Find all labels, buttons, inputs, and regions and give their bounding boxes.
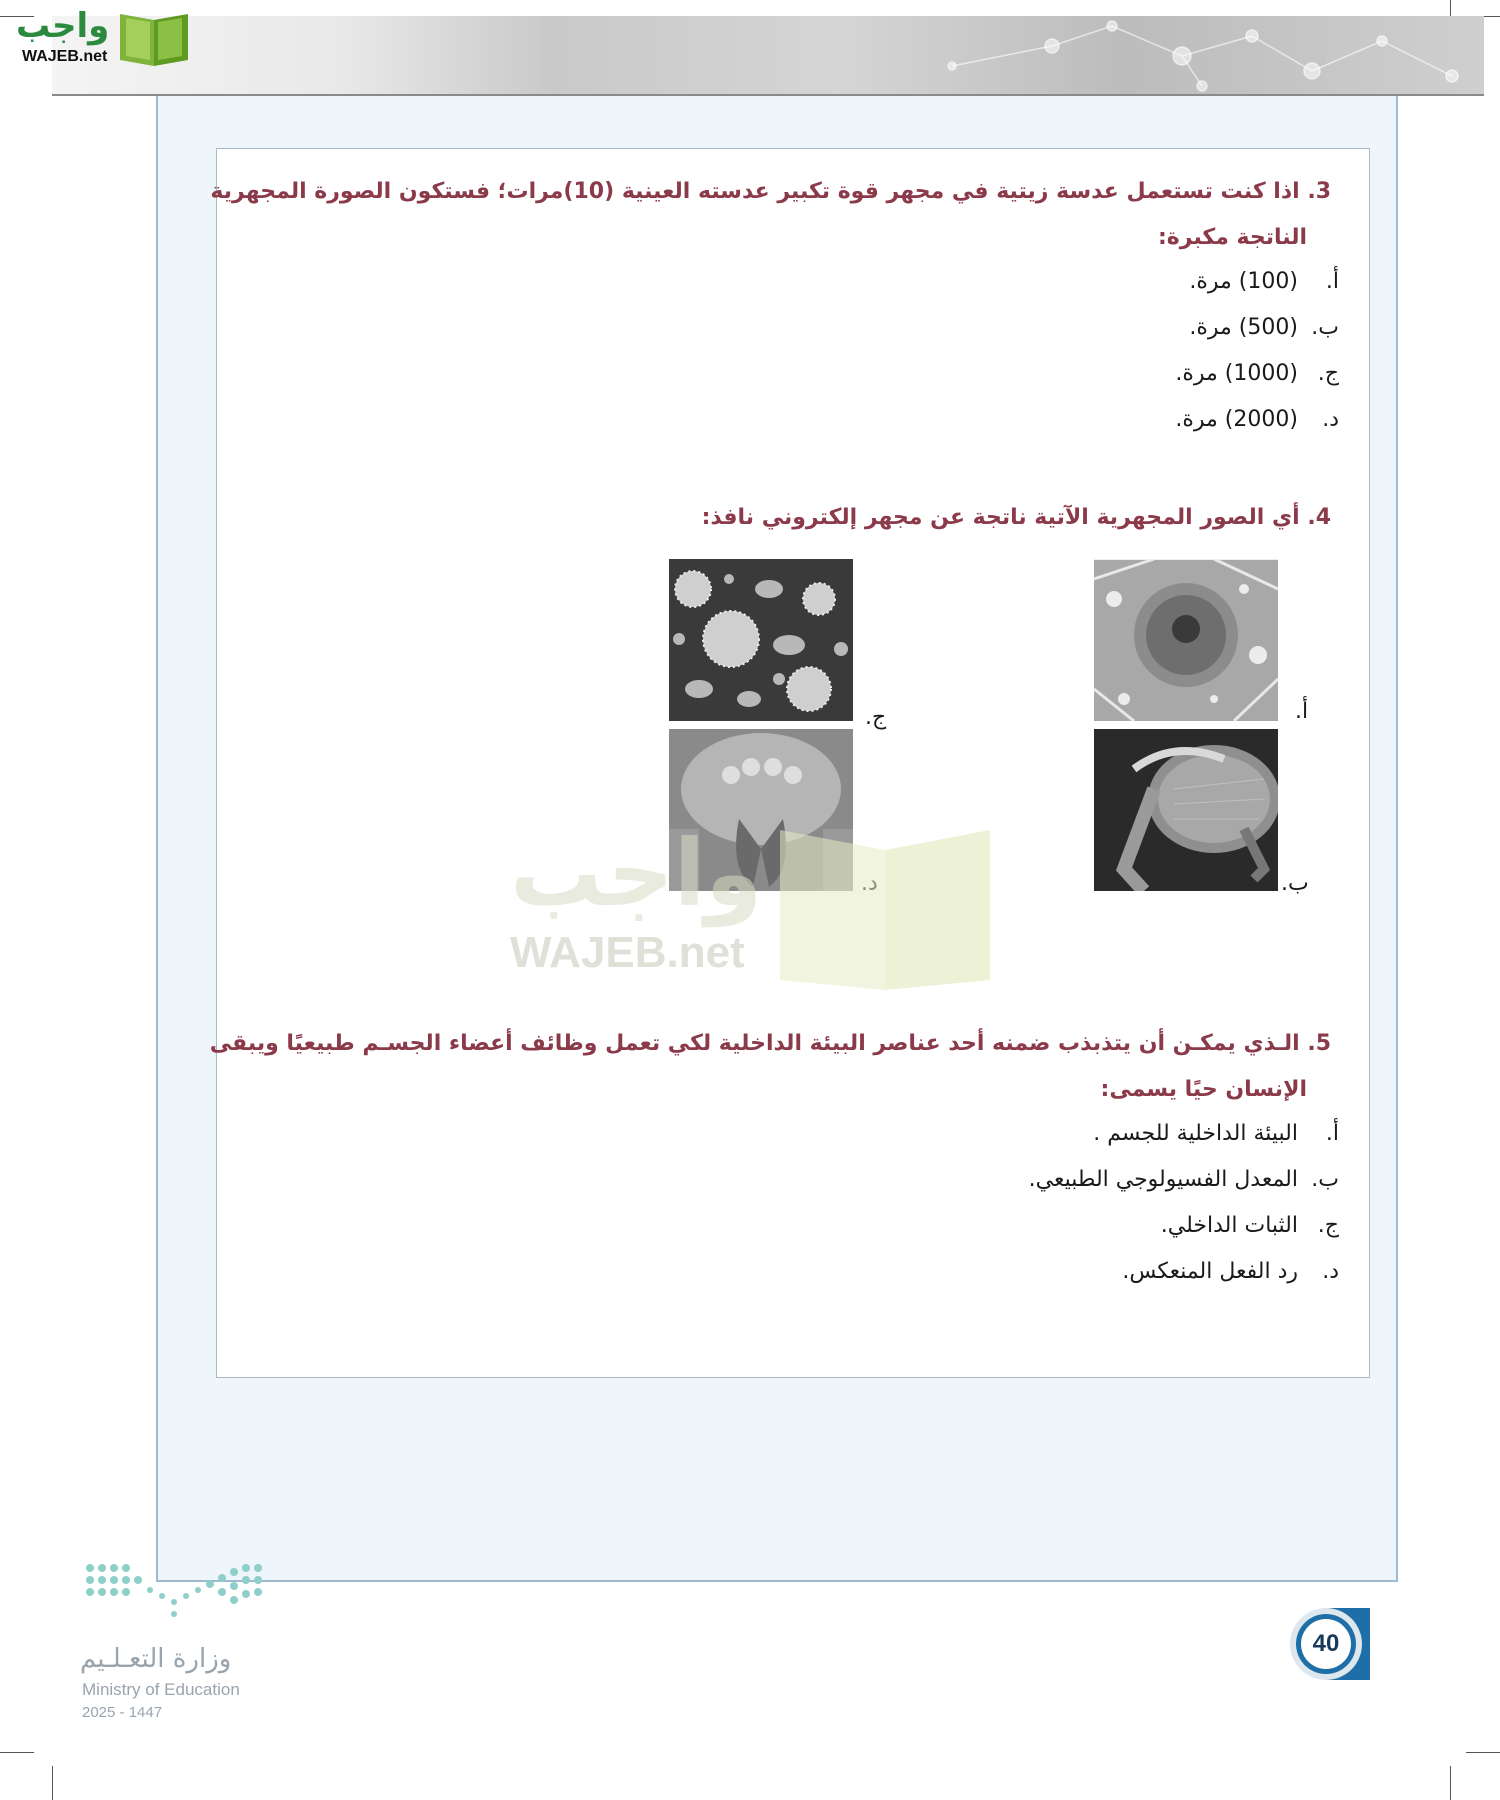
question-3-line2: الناتجة مكبرة:	[1157, 225, 1307, 250]
ministry-arabic: وزارة التعـلـيم	[80, 1644, 232, 1674]
option-letter: د.	[1322, 407, 1339, 432]
pollen-icon	[669, 559, 853, 721]
question-number: 3.	[1307, 179, 1331, 204]
question-5	[210, 1031, 1331, 1056]
image-option-c-label: ج.	[865, 705, 887, 730]
watermark-arabic: واجب	[510, 820, 763, 927]
ministry-year: 2025 - 1447	[82, 1704, 163, 1721]
option-text: (100) مرة.	[1189, 269, 1298, 294]
crop-mark	[0, 1752, 34, 1753]
option-letter: ج.	[1317, 1213, 1339, 1238]
option-text: الثبات الداخلي.	[1160, 1213, 1298, 1238]
question-3	[210, 179, 1331, 204]
page-number-badge	[1280, 1606, 1372, 1682]
option-5d[interactable]	[1122, 1259, 1339, 1284]
header-band	[52, 16, 1484, 96]
option-3c[interactable]	[1175, 361, 1339, 386]
option-text: رد الفعل المنعكس.	[1122, 1259, 1298, 1284]
option-letter: د.	[1322, 1259, 1339, 1284]
question-5-line2: الإنسان حيًا يسمى:	[1100, 1077, 1307, 1102]
logo-latin: WAJEB.net	[22, 48, 108, 65]
question-text: الـذي يمكـن أن يتذبذب ضمنه أحد عناصر البيئة الداخلية لكي تعمل وظائف أعضاء الجسـم طبيعيًا ويبقى	[209, 1031, 1300, 1056]
option-text: (500) مرة.	[1189, 315, 1298, 340]
logo-arabic: واجب	[16, 6, 110, 46]
page-number: 40	[1312, 1630, 1340, 1657]
option-text: (1000) مرة.	[1175, 361, 1298, 386]
image-option-a-label: أ.	[1295, 699, 1309, 724]
watermark-book-icon	[770, 820, 1000, 1000]
cell-tem-image[interactable]	[1094, 559, 1278, 721]
crop-mark	[52, 1766, 53, 1800]
ant-head-sem-image[interactable]	[1094, 729, 1278, 891]
wajeb-watermark	[500, 820, 1000, 1020]
option-text: البيئة الداخلية للجسم .	[1093, 1121, 1298, 1146]
ministry-english: Ministry of Education	[82, 1680, 240, 1699]
option-letter: ب.	[1311, 315, 1339, 340]
question-number: 5.	[1307, 1031, 1331, 1056]
option-3a[interactable]	[1189, 269, 1339, 294]
option-5a[interactable]	[1093, 1121, 1339, 1146]
wajeb-logo[interactable]	[10, 6, 190, 70]
option-letter: ب.	[1311, 1167, 1339, 1192]
crop-mark	[1466, 1752, 1500, 1753]
image-option-b-label: ب.	[1281, 871, 1309, 896]
ministry-logo	[80, 1560, 280, 1730]
question-text: أي الصور المجهرية الآتية ناتجة عن مجهر إلكتروني نافذ:	[701, 505, 1300, 530]
option-text: (2000) مرة.	[1175, 407, 1298, 432]
watermark-latin: WAJEB.net	[510, 928, 745, 977]
question-4	[702, 505, 1331, 530]
option-5b[interactable]	[1029, 1167, 1339, 1192]
pollen-sem-image[interactable]	[669, 559, 853, 721]
ant-head-icon	[1094, 729, 1278, 891]
book-icon	[114, 8, 194, 68]
ministry-dots-icon	[80, 1560, 270, 1624]
option-3b[interactable]	[1189, 315, 1339, 340]
molecule-pattern-icon	[52, 16, 1484, 94]
cell-tem-icon	[1094, 559, 1278, 721]
option-letter: ج.	[1317, 361, 1339, 386]
questions-card	[209, 148, 1370, 1378]
question-number: 4.	[1307, 505, 1331, 530]
option-letter: أ.	[1325, 269, 1339, 294]
option-5c[interactable]	[1161, 1213, 1339, 1238]
question-text: اذا كنت تستعمل عدسة زيتية في مجهر قوة تكبير عدسته العينية (10)مرات؛ فستكون الصورة المجهرية	[210, 179, 1300, 204]
option-letter: أ.	[1325, 1121, 1339, 1146]
option-3d[interactable]	[1175, 407, 1339, 432]
option-text: المعدل الفسيولوجي الطبيعي.	[1028, 1167, 1298, 1192]
crop-mark	[1450, 1766, 1451, 1800]
